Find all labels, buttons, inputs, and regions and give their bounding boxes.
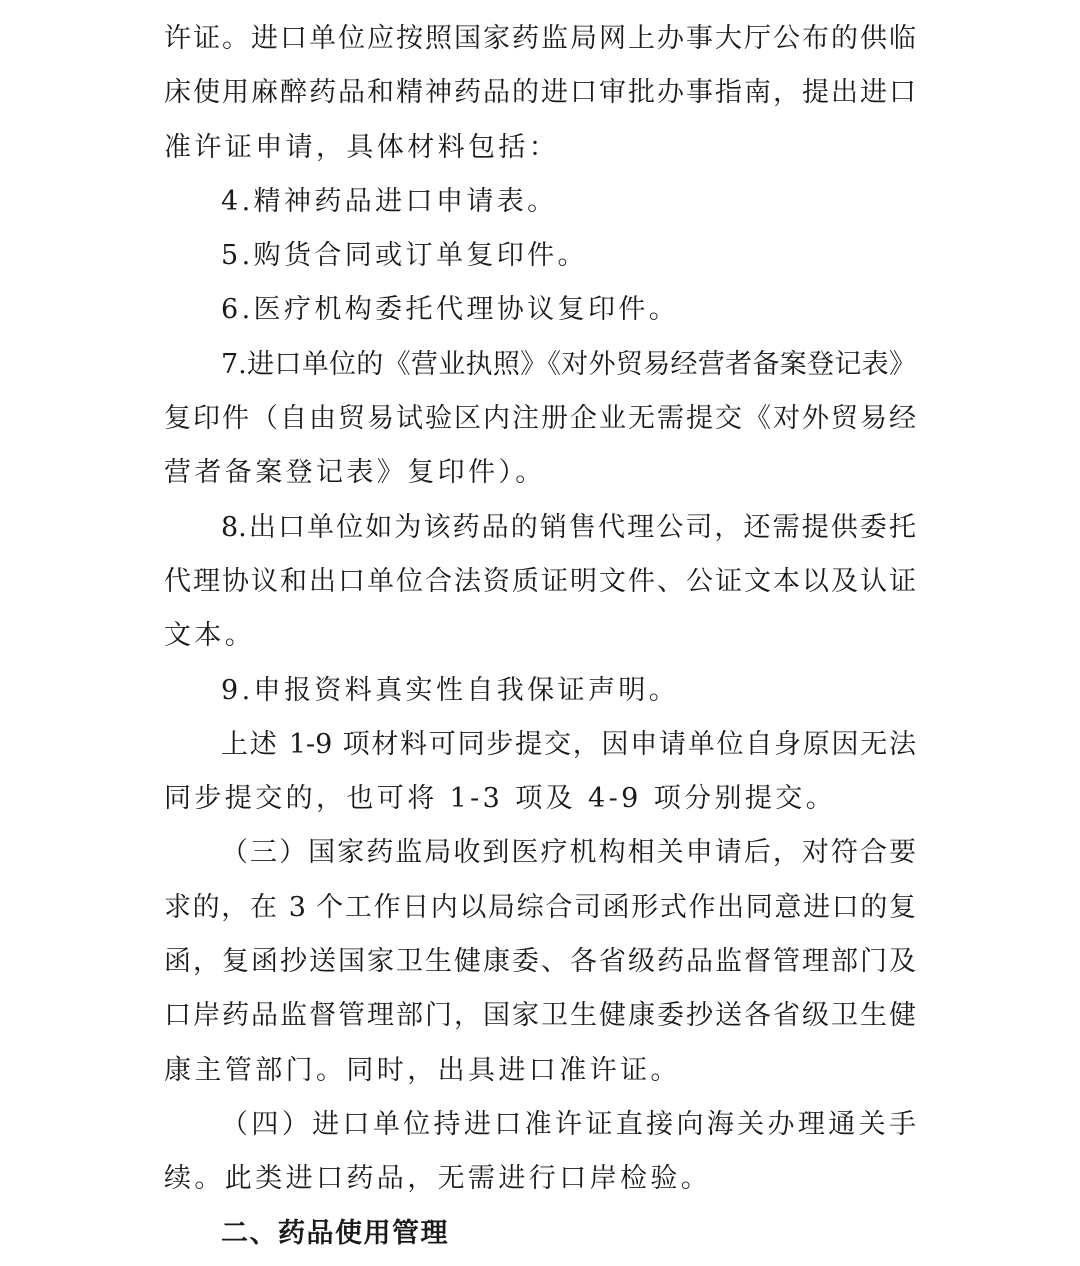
text-line: 文本。 [164, 620, 256, 652]
text-line: 函，复函抄送国家卫生健康委、各省级药品监督管理部门及 [164, 946, 916, 978]
text-line: 营者备案登记表》复印件）。 [164, 457, 546, 489]
text-line: （四）进口单位持进口准许证直接向海关办理通关手 [221, 1108, 916, 1140]
text-line: 上述 1-9 项材料可同步提交，因申请单位自身原因无法 [221, 728, 916, 760]
text-line: 复印件（自由贸易试验区内注册企业无需提交《对外贸易经 [164, 403, 916, 435]
text-line: 口岸药品监督管理部门，国家卫生健康委抄送各省级卫生健 [164, 1000, 916, 1032]
text-line: 许证。进口单位应按照国家药监局网上办事大厅公布的供临 [164, 23, 916, 54]
text-line: 续。此类进口药品，无需进行口岸检验。 [164, 1163, 712, 1195]
text-line: 康主管部门。同时，出具进口准许证。 [164, 1054, 681, 1086]
document-body [164, 12, 916, 1207]
text-line: （三）国家药监局收到医疗机构相关申请后，对符合要 [221, 837, 916, 869]
text-line: 7.进口单位的《营业执照》《对外贸易经营者备案登记表》 [221, 348, 916, 380]
text-line: 4.精神药品进口申请表。 [221, 185, 558, 217]
document-page [164, 12, 916, 1261]
text-line: 床使用麻醉药品和精神药品的进口审批办事指南，提出进口 [164, 77, 916, 109]
text-line: 8.出口单位如为该药品的销售代理公司，还需提供委托 [221, 511, 916, 543]
text-line: 9.申报资料真实性自我保证声明。 [221, 674, 680, 706]
text-line: 代理协议和出口单位合法资质证明文件、公证文本以及认证 [164, 565, 916, 597]
text-line: 准许证申请，具体材料包括： [164, 131, 560, 163]
text-line: 6.医疗机构委托代理协议复印件。 [221, 294, 680, 326]
text-line: 求的，在 3 个工作日内以局综合司函形式作出同意进口的复 [164, 891, 916, 923]
text-line: 同步提交的，也可将 1-3 项及 4-9 项分别提交。 [164, 783, 837, 815]
section-heading: 二、药品使用管理 [221, 1217, 449, 1249]
text-line: 5.购货合同或订单复印件。 [221, 240, 588, 272]
